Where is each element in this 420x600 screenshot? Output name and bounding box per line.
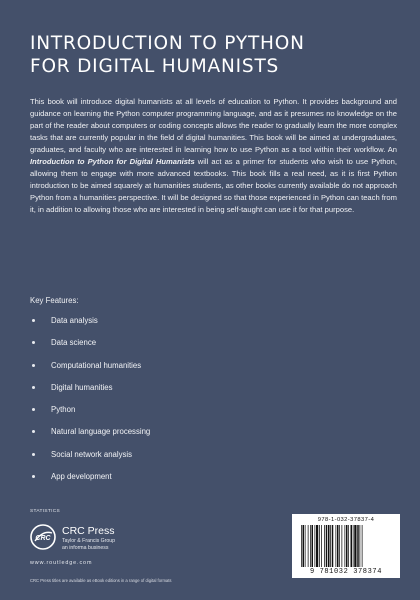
ebook-footnote: CRC Press titles are available as eBook editions in a range of digital formats	[30, 578, 172, 583]
barcode-bar	[316, 525, 318, 567]
barcode-bar	[308, 525, 309, 567]
barcode-bar	[339, 525, 340, 567]
subject-category: STATISTICS	[30, 509, 61, 514]
feature-item	[32, 450, 332, 472]
feature-label: Social network analysis	[51, 449, 133, 459]
feature-item	[32, 383, 332, 405]
bullet-icon	[32, 364, 35, 367]
isbn-barcode	[292, 514, 400, 578]
feature-item	[32, 427, 332, 449]
publisher-name: CRC Press	[62, 525, 115, 537]
barcode-bar	[357, 525, 359, 567]
feature-label: Computational humanities	[51, 360, 142, 370]
description-text-1: This book will introduce digital humanists at all levels of education to Python. It provides background and guidance on learning the Python computer programming language, and as it presumes no knowledge on the part of the reader about computers or coding concepts allows the reader to gradually learn the more complex tasks that are currently popular in the field of digital humanities. This book will be aimed at undergraduates, graduates, and faculty who are interested in learning how to use Python as a tool within their workflow. An	[30, 97, 397, 155]
bullet-icon	[32, 341, 35, 344]
key-features-heading: Key Features:	[30, 296, 79, 305]
description-book-title: Introduction to Python for Digital Humanists	[30, 157, 195, 167]
publisher-tagline: an informa business	[62, 545, 109, 551]
barcode-bar	[315, 525, 316, 567]
barcode-bar	[310, 525, 311, 567]
barcode-bar	[312, 525, 314, 567]
feature-item	[32, 361, 332, 383]
barcode-bar	[303, 525, 305, 567]
isbn-digits: 9 781032 378374	[309, 568, 382, 576]
key-features-list	[32, 316, 332, 494]
bullet-icon	[32, 430, 35, 433]
publisher-block	[30, 524, 180, 560]
book-title	[30, 32, 400, 78]
feature-item	[32, 472, 332, 494]
isbn-label: 978-1-032-37837-4	[317, 517, 375, 523]
barcode-bar	[351, 525, 353, 567]
bullet-icon	[32, 386, 35, 389]
feature-item	[32, 316, 332, 338]
barcode-bar	[337, 525, 339, 567]
description-text-2: will act as a primer for students who wish to use Python, allowing them to engage with more advanced textbooks. This book fills a real need, as it is first Python introduction to be aimed squarely at humanities students, as other books currently available do not approach Python from a humanities perspective. It will be designed so that those experienced in Python can teach from it, in addition to allowing those who are interested in being self-taught can use it for that purpose.	[30, 157, 397, 215]
feature-label: Natural language processing	[51, 427, 151, 437]
bullet-icon	[32, 475, 35, 478]
feature-item	[32, 405, 332, 427]
feature-label: Python	[51, 405, 76, 415]
crc-press-logo-icon	[30, 524, 56, 550]
barcode-bar	[332, 525, 334, 567]
bullet-icon	[32, 408, 35, 411]
barcode-bar	[360, 525, 361, 567]
title-line-1: INTRODUCTION TO PYTHON	[30, 33, 305, 54]
publisher-website: www.routledge.com	[30, 560, 93, 566]
barcode-bar	[345, 525, 346, 567]
barcode-bar	[319, 525, 320, 567]
barcode-bar	[336, 525, 337, 567]
logo-text: CRC	[35, 535, 51, 542]
publisher-group: Taylor & Francis Group	[62, 538, 116, 544]
feature-label: App development	[51, 472, 112, 482]
book-description	[30, 96, 397, 216]
barcode-bar	[346, 525, 348, 567]
barcode-icon	[300, 525, 392, 567]
bullet-icon	[32, 319, 35, 322]
barcode-bar	[305, 525, 306, 567]
feature-label: Data analysis	[51, 316, 98, 325]
bullet-icon	[32, 453, 35, 456]
title-line-2: FOR DIGITAL HUMANISTS	[30, 56, 280, 77]
barcode-bar	[342, 525, 343, 567]
barcode-bar	[353, 525, 354, 567]
barcode-bar	[326, 525, 328, 567]
barcode-bar	[324, 525, 325, 567]
barcode-bar	[354, 525, 356, 567]
feature-label: Data science	[51, 338, 97, 348]
feature-label: Digital humanities	[51, 382, 113, 392]
barcode-bar	[328, 525, 330, 567]
barcode-bar	[321, 525, 322, 567]
barcode-bar	[362, 525, 363, 567]
barcode-bar	[330, 525, 331, 567]
barcode-bar	[301, 525, 302, 567]
feature-item	[32, 338, 332, 360]
barcode-bar	[348, 525, 349, 567]
